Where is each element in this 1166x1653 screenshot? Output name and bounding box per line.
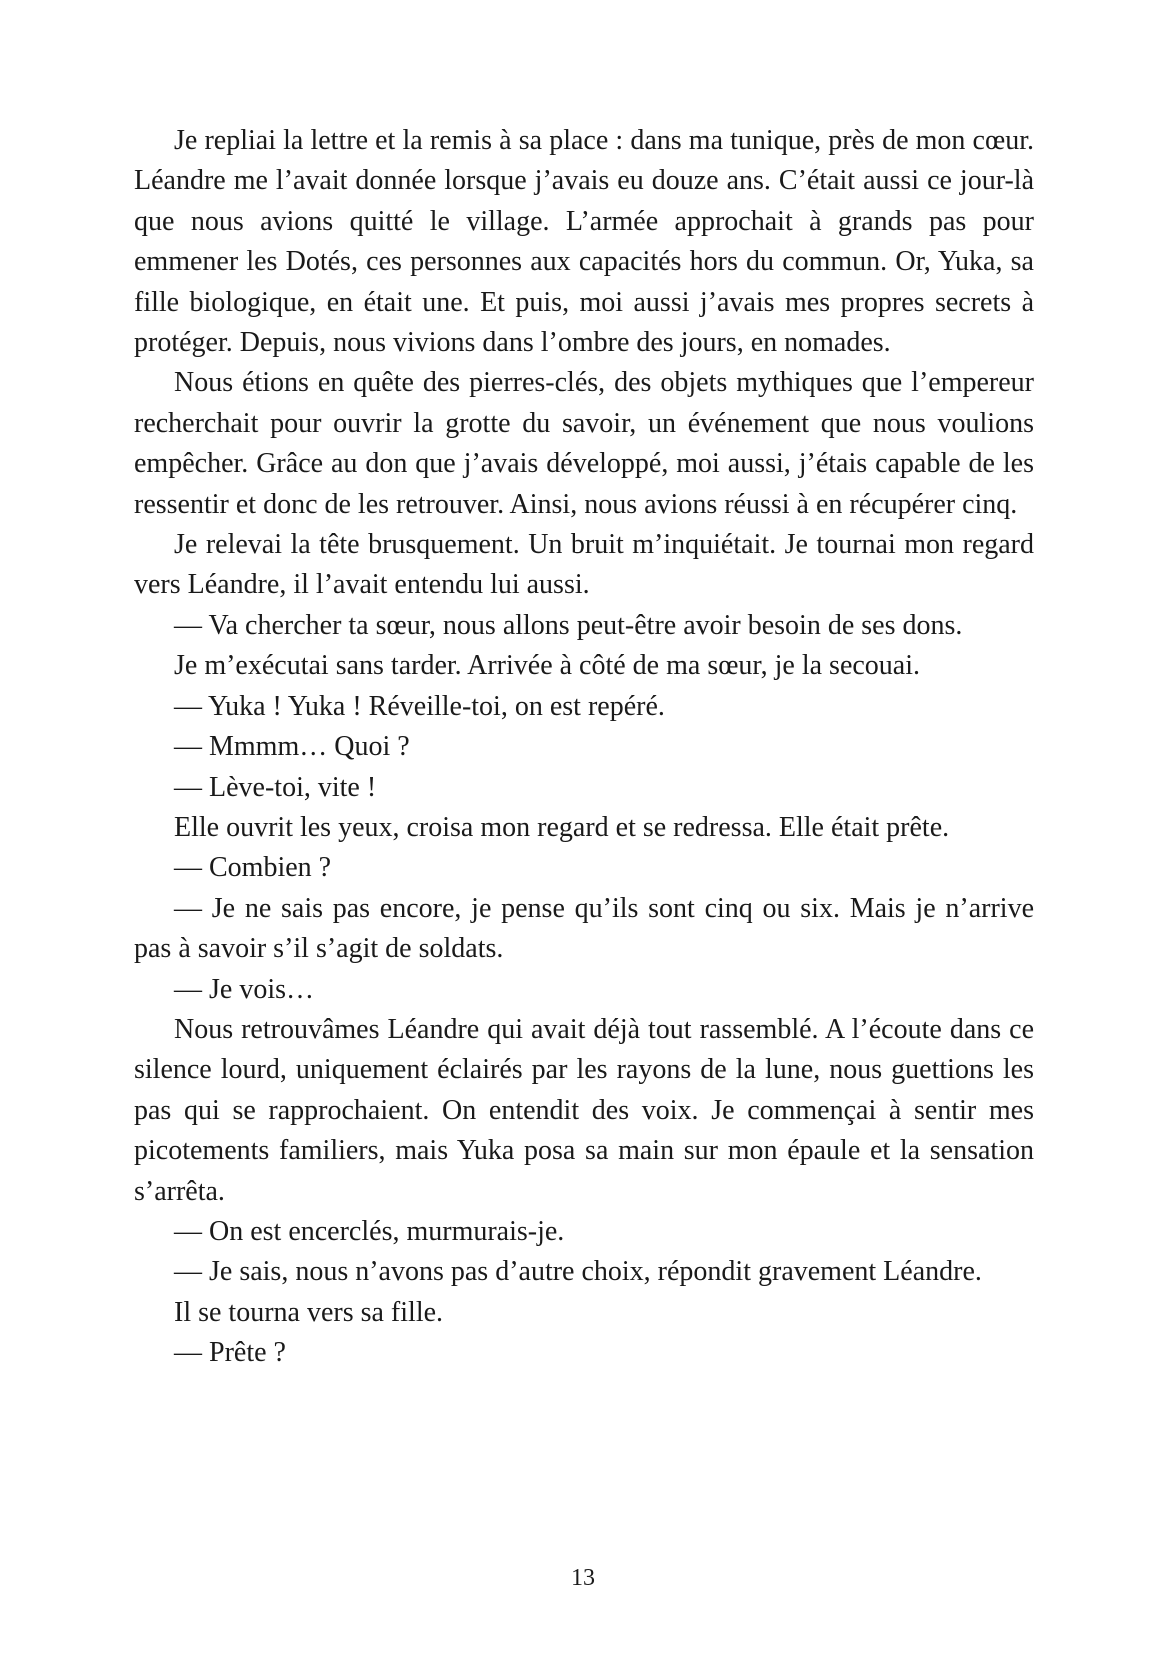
dialogue-line: — Lève-toi, vite ! [174, 771, 377, 803]
dialogue-line: — Je vois… [174, 973, 314, 1005]
paragraph: Je repliai la lettre et la remis à sa place : dans ma tunique, près de mon cœur. Léandre me l’avait donnée lorsque j’avais eu douze ans. C’était aussi ce jour-là que nous avions quitté le village. L’armée approchait à grands pas pour emmener les Dotés, ces personnes aux capacités hors du commun. Or, Yuka, sa fille biologique, en était une. Et puis, moi aussi j’avais mes propres secrets à protéger. Depuis, nous vivions dans l’ombre des jours, en nomades. [134, 125, 1034, 359]
paragraph: Il se tourna vers sa fille. [174, 1296, 444, 1328]
dialogue-line: — Yuka ! Yuka ! Réveille-toi, on est repéré. [174, 690, 665, 722]
dialogue-line: — On est encerclés, murmurais-je. [174, 1215, 565, 1247]
dialogue-line: — Va chercher ta sœur, nous allons peut-être avoir besoin de ses dons. [174, 609, 963, 641]
dialogue-line: — Je ne sais pas encore, je pense qu’ils sont cinq ou six. Mais je n’arrive pas à savoir s’il s’agit de soldats. [134, 892, 1034, 965]
paragraph: Je relevai la tête brusquement. Un bruit m’inquiétait. Je tournai mon regard vers Léandre, il l’avait entendu lui aussi. [134, 529, 1034, 601]
paragraph: Nous étions en quête des pierres-clés, des objets mythiques que l’empereur recherchait pour ouvrir la grotte du savoir, un événement que nous voulions empêcher. Grâce au don que j’avais développé, moi aussi, j’étais capable de les ressentir et donc de les retrouver. Ainsi, nous avions réussi à en récupérer cinq. [134, 367, 1034, 520]
dialogue-line: — Mmmm… Quoi ? [174, 731, 410, 763]
paragraph: Je m’exécutai sans tarder. Arrivée à côté de ma sœur, je la secouai. [174, 650, 921, 682]
paragraph: Nous retrouvâmes Léandre qui avait déjà tout rassemblé. A l’écoute dans ce silence lourd, uniquement éclairés par les rayons de la lune, nous guettions les pas qui se rapprochaient. On entendit des voix. Je commençai à sentir mes picotements familiers, mais Yuka posa sa main sur mon épaule et la sensation s’arrêta. [134, 1013, 1034, 1207]
paragraph: Elle ouvrit les yeux, croisa mon regard et se redressa. Elle était prête. [174, 811, 950, 843]
page-number: 13 [571, 1565, 595, 1591]
dialogue-line: — Je sais, nous n’avons pas d’autre choix, répondit gravement Léandre. [174, 1256, 982, 1288]
dialogue-line: — Prête ? [174, 1337, 286, 1369]
dialogue-line: — Combien ? [174, 852, 332, 884]
body-text [134, 121, 1034, 1374]
